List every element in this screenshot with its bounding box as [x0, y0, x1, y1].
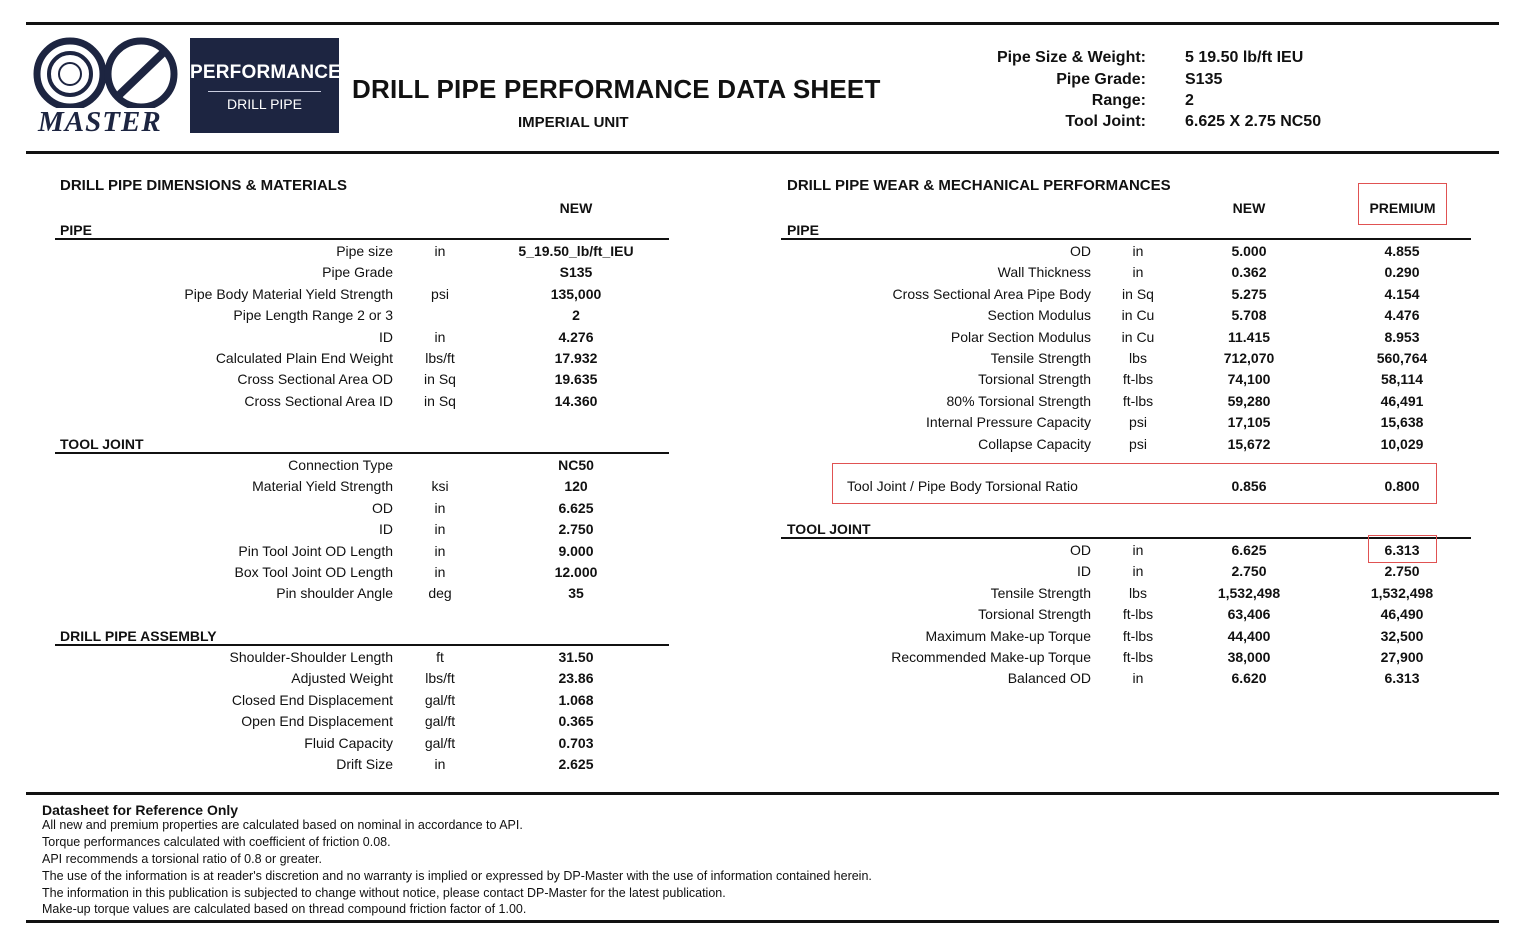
- row-unit: gal/ft: [424, 691, 456, 708]
- row-label: Pipe Body Material Yield Strength: [184, 285, 393, 302]
- row-label: Recommended Make-up Torque: [891, 649, 1091, 665]
- row-value-new: 2: [572, 307, 580, 324]
- spec-label-size-weight: Pipe Size & Weight:: [996, 49, 1146, 66]
- right-pipe-rule: [781, 238, 1471, 240]
- row-unit: psi: [1129, 435, 1147, 452]
- row-value-new: 12.000: [554, 564, 598, 580]
- row-value-new: 5.275: [1231, 285, 1267, 302]
- row-label: Closed End Displacement: [231, 691, 393, 708]
- row-unit: psi: [431, 285, 449, 302]
- row-value-premium: 46,491: [1380, 392, 1424, 409]
- row-value-new: 19.635: [554, 371, 598, 388]
- row-value-new: 15,672: [1227, 435, 1271, 452]
- row-value-new: 11.415: [1227, 328, 1271, 345]
- row-value-new: 35: [568, 585, 584, 602]
- logo-text: MASTER: [38, 106, 162, 138]
- table-row: [0, 393, 1521, 413]
- row-value-premium: 2.750: [1384, 563, 1420, 580]
- row-unit: lbs: [1129, 350, 1147, 366]
- row-label: OD: [1070, 243, 1091, 259]
- row-value-premium: 46,490: [1380, 606, 1424, 623]
- row-label: Torsional Strength: [978, 371, 1091, 388]
- row-value-new: 23.86: [558, 670, 594, 687]
- row-unit: in: [434, 499, 446, 516]
- table-row: [0, 542, 1521, 562]
- table-row: [0, 264, 1521, 284]
- row-unit: ft-lbs: [1122, 627, 1154, 644]
- row-value-new: 5.000: [1231, 243, 1267, 259]
- footer-title: Datasheet for Reference Only: [42, 802, 239, 818]
- row-value-premium: 32,500: [1380, 627, 1424, 644]
- row-value-new: NC50: [558, 457, 594, 473]
- row-label: ID: [379, 328, 393, 345]
- row-label: Connection Type: [288, 457, 393, 473]
- row-label: Pin shoulder Angle: [276, 585, 393, 602]
- row-label: Collapse Capacity: [978, 435, 1091, 452]
- row-unit: gal/ft: [424, 713, 456, 730]
- row-unit: lbs/ft: [425, 350, 455, 366]
- row-label: Section Modulus: [987, 307, 1091, 324]
- ratio-label: Tool Joint / Pipe Body Torsional Ratio: [847, 478, 1078, 494]
- row-unit: in Sq: [424, 392, 456, 409]
- unit-system: IMPERIAL UNIT: [518, 114, 629, 131]
- row-label: OD: [1070, 542, 1091, 558]
- table-row: [0, 670, 1521, 690]
- table-row: [0, 628, 1521, 648]
- row-unit: in: [434, 521, 446, 538]
- row-value-new: 6.620: [1231, 670, 1267, 687]
- row-value-new: 6.625: [558, 499, 594, 516]
- row-unit: psi: [1129, 414, 1147, 431]
- spec-label-tool-joint: Tool Joint:: [1065, 113, 1146, 130]
- row-value-new: 17,105: [1227, 414, 1271, 431]
- row-value-new: 6.625: [1231, 542, 1267, 558]
- row-label: Open End Displacement: [241, 713, 393, 730]
- table-row: [0, 692, 1521, 712]
- row-label: Adjusted Weight: [291, 670, 393, 687]
- left-assembly-title: DRILL PIPE ASSEMBLY: [60, 628, 217, 644]
- row-value-premium: 4.855: [1384, 243, 1420, 259]
- spec-label-grade: Pipe Grade:: [1056, 71, 1146, 88]
- row-value-new: 2.625: [558, 756, 594, 772]
- footer-note: The information in this publication is subjected to change without notice, please contact DP-Master for the latest publication.: [42, 886, 726, 900]
- row-unit: in: [434, 328, 446, 345]
- row-value-premium: 6.313: [1384, 670, 1420, 687]
- row-label: Internal Pressure Capacity: [926, 414, 1091, 431]
- row-value-new: 2.750: [558, 521, 594, 538]
- ratio-row: [0, 478, 1521, 498]
- row-value-new: 0.703: [558, 734, 594, 751]
- footer-note: API recommends a torsional ratio of 0.8 or greater.: [42, 852, 322, 866]
- row-label: Shoulder-Shoulder Length: [229, 649, 393, 665]
- left-pipe-rule: [55, 238, 669, 240]
- footer-note: Torque performances calculated with coefficient of friction 0.08.: [42, 835, 391, 849]
- row-value-new: 44,400: [1227, 627, 1271, 644]
- row-value-premium: 560,764: [1376, 350, 1428, 366]
- row-value-new: 120: [564, 478, 588, 495]
- row-label: Torsional Strength: [978, 606, 1091, 623]
- table-row: [0, 735, 1521, 755]
- row-unit: in: [434, 243, 446, 259]
- row-label: Cross Sectional Area OD: [237, 371, 393, 388]
- row-value-premium: 4.154: [1384, 285, 1420, 302]
- row-value-new: 31.50: [558, 649, 594, 665]
- row-value-new: 17.932: [554, 350, 598, 366]
- row-label: Material Yield Strength: [252, 478, 393, 495]
- table-row: [0, 329, 1521, 349]
- right-pipe-title: PIPE: [787, 222, 819, 238]
- row-value-new: S135: [559, 264, 593, 281]
- right-col-new: NEW: [1232, 200, 1266, 216]
- table-row: [0, 756, 1521, 776]
- row-unit: in Sq: [1122, 285, 1154, 302]
- spec-label-range: Range:: [1091, 92, 1146, 109]
- row-label: Pipe size: [336, 243, 393, 259]
- table-row: [0, 286, 1521, 306]
- row-label: Pipe Length Range 2 or 3: [233, 307, 393, 324]
- row-value-premium: 4.476: [1384, 307, 1420, 324]
- table-row: [0, 243, 1521, 263]
- left-col-new: NEW: [559, 200, 593, 216]
- row-unit: deg: [428, 585, 452, 602]
- page-title: DRILL PIPE PERFORMANCE DATA SHEET: [352, 74, 881, 104]
- left-section-title: DRILL PIPE DIMENSIONS & MATERIALS: [60, 177, 347, 194]
- row-label: 80% Torsional Strength: [946, 392, 1091, 409]
- footer-note: All new and premium properties are calculated based on nominal in accordance to API.: [42, 818, 523, 832]
- row-value-new: 5_19.50_lb/ft_IEU: [518, 243, 634, 259]
- row-value-new: 74,100: [1227, 371, 1271, 388]
- row-label: Cross Sectional Area ID: [244, 392, 393, 409]
- row-unit: in: [1132, 563, 1144, 580]
- table-row: [0, 585, 1521, 605]
- badge-divider: [208, 91, 321, 92]
- row-value-new: 2.750: [1231, 563, 1267, 580]
- row-value-new: 59,280: [1227, 392, 1271, 409]
- company-logo: [28, 36, 184, 136]
- row-unit: ft: [436, 649, 444, 665]
- row-unit: ft-lbs: [1122, 606, 1154, 623]
- table-row: [0, 371, 1521, 391]
- badge-line1: PERFORMANCE: [190, 62, 342, 83]
- row-unit: lbs: [1129, 584, 1147, 601]
- footer-note: Make-up torque values are calculated based on thread compound friction factor of 1.00.: [42, 902, 527, 916]
- table-row: [0, 649, 1521, 669]
- row-value-premium: 58,114: [1380, 371, 1424, 388]
- row-value-new: 5.708: [1231, 307, 1267, 324]
- row-value-premium: 0.290: [1384, 264, 1420, 281]
- table-row: [0, 436, 1521, 456]
- row-value-new: 0.362: [1231, 264, 1267, 281]
- row-unit: ksi: [431, 478, 449, 495]
- row-label: Polar Section Modulus: [950, 328, 1091, 345]
- row-value-premium: 8.953: [1384, 328, 1420, 345]
- row-value-new: 135,000: [550, 285, 602, 302]
- row-unit: in Sq: [424, 371, 456, 388]
- row-unit: in: [434, 564, 446, 580]
- row-unit: in: [1132, 542, 1144, 558]
- right-tool-joint-title: TOOL JOINT: [787, 521, 871, 537]
- right-section-title: DRILL PIPE WEAR & MECHANICAL PERFORMANCES: [787, 177, 1171, 194]
- row-unit: in: [434, 542, 446, 559]
- logo-mark-icon: [28, 36, 184, 108]
- row-unit: in Cu: [1121, 307, 1155, 324]
- badge-line2: DRILL PIPE: [227, 96, 302, 112]
- footer-bottom-rule: [26, 920, 1499, 923]
- row-value-premium: 6.313: [1384, 542, 1420, 558]
- row-unit: lbs/ft: [425, 670, 455, 687]
- row-value-new: 9.000: [558, 542, 594, 559]
- row-label: Balanced OD: [1007, 670, 1091, 687]
- row-value-new: 1,532,498: [1217, 584, 1281, 601]
- table-row: [0, 713, 1521, 733]
- table-row: [0, 350, 1521, 370]
- spec-value-size-weight: 5 19.50 lb/ft IEU: [1185, 49, 1304, 66]
- row-label: OD: [372, 499, 393, 516]
- row-value-premium: 10,029: [1380, 435, 1424, 452]
- spec-value-grade: S135: [1185, 71, 1223, 88]
- row-value-new: 1.068: [558, 691, 594, 708]
- ratio-premium: 0.800: [1384, 478, 1420, 494]
- row-label: Tensile Strength: [990, 350, 1091, 366]
- row-unit: gal/ft: [424, 734, 456, 751]
- left-pipe-title: PIPE: [60, 222, 92, 238]
- top-rule: [26, 22, 1499, 25]
- row-value-premium: 27,900: [1380, 649, 1424, 665]
- spec-value-range: 2: [1185, 92, 1194, 109]
- row-label: Tensile Strength: [990, 584, 1091, 601]
- table-row: [0, 414, 1521, 434]
- ratio-new: 0.856: [1231, 478, 1267, 494]
- row-unit: in: [434, 756, 446, 772]
- row-value-new: 38,000: [1227, 649, 1271, 665]
- row-unit: ft-lbs: [1122, 371, 1154, 388]
- row-unit: in: [1132, 243, 1144, 259]
- row-label: Pipe Grade: [322, 264, 393, 281]
- row-unit: in: [1132, 264, 1144, 281]
- row-unit: ft-lbs: [1122, 392, 1154, 409]
- row-label: Wall Thickness: [997, 264, 1091, 281]
- row-value-new: 63,406: [1227, 606, 1271, 623]
- row-label: Fluid Capacity: [304, 734, 393, 751]
- table-row: [0, 563, 1521, 583]
- row-label: Drift Size: [336, 756, 393, 772]
- row-label: Calculated Plain End Weight: [215, 350, 393, 366]
- row-value-new: 712,070: [1223, 350, 1275, 366]
- footer-note: The use of the information is at reader's discretion and no warranty is implied or expressed by DP-Master with the use of information contained herein.: [42, 869, 872, 883]
- row-value-premium: 15,638: [1380, 414, 1424, 431]
- table-row: [0, 307, 1521, 327]
- row-unit: ft-lbs: [1122, 649, 1154, 665]
- left-tool-joint-title: TOOL JOINT: [60, 436, 144, 452]
- footer-top-rule: [26, 792, 1499, 795]
- row-label: Pin Tool Joint OD Length: [238, 542, 393, 559]
- row-label: ID: [1077, 563, 1091, 580]
- performance-badge: [190, 38, 342, 133]
- row-value-new: 4.276: [558, 328, 594, 345]
- row-unit: in Cu: [1121, 328, 1155, 345]
- row-label: Maximum Make-up Torque: [925, 627, 1091, 644]
- row-label: Box Tool Joint OD Length: [234, 564, 393, 580]
- right-col-premium: PREMIUM: [1369, 200, 1436, 216]
- row-value-new: 0.365: [558, 713, 594, 730]
- row-unit: in: [1132, 670, 1144, 687]
- row-label: Cross Sectional Area Pipe Body: [892, 285, 1091, 302]
- row-value-new: 14.360: [554, 392, 598, 409]
- header-bottom-rule: [26, 151, 1499, 154]
- table-row: [0, 606, 1521, 626]
- spec-value-tool-joint: 6.625 X 2.75 NC50: [1185, 113, 1322, 130]
- row-label: ID: [379, 521, 393, 538]
- row-value-premium: 1,532,498: [1370, 584, 1434, 601]
